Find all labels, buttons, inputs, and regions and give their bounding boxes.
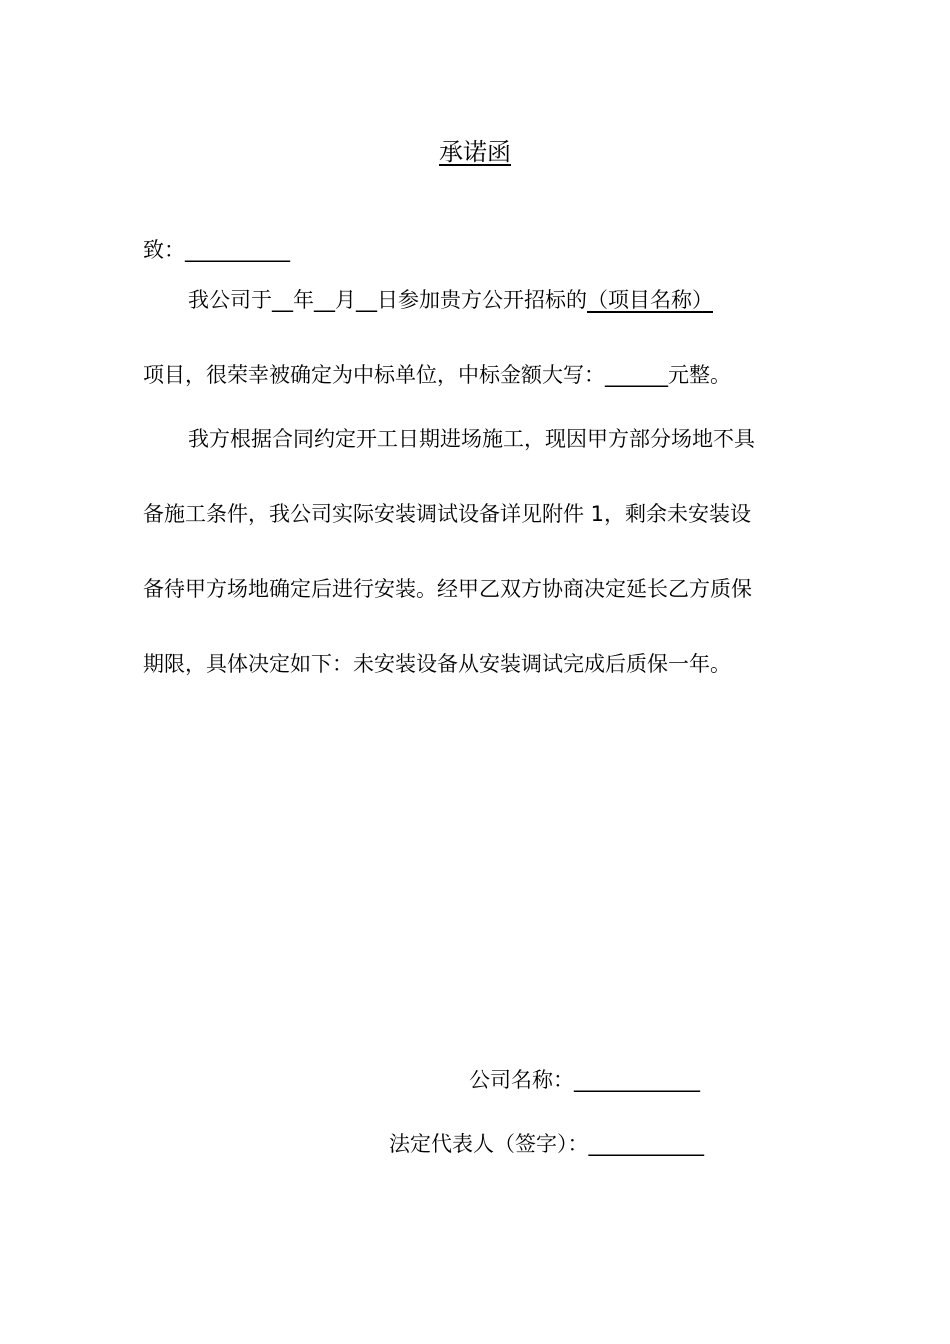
- paragraph2-line1: 我方根据合同约定开工日期进场施工，现因甲方部分场地不具: [188, 427, 755, 451]
- paragraph2-line4: 期限，具体决定如下：未安装设备从安装调试完成后质保一年。: [143, 652, 731, 676]
- paragraph2-line3: 备待甲方场地确定后进行安装。经甲乙双方协商决定延长乙方质保: [143, 577, 752, 601]
- title-text: 承诺函: [439, 138, 511, 166]
- paragraph2-line2: 备施工条件，我公司实际安装调试设备详见附件 1，剩余未安装设: [143, 502, 752, 526]
- legal-representative-line: 法定代表人（签字）：___________: [389, 1132, 704, 1156]
- salutation: 致：__________: [143, 238, 290, 262]
- paragraph1-line2: 项目，很荣幸被确定为中标单位，中标金额大写：______元整。: [143, 363, 731, 387]
- project-name-field: （项目名称）: [587, 288, 713, 312]
- paragraph1-line1: [188, 286, 713, 314]
- paragraph1-line1-text: 我公司于__年__月__日参加贵方公开招标的: [188, 288, 587, 312]
- company-name-line: 公司名称：____________: [469, 1068, 700, 1092]
- document-title: [0, 136, 950, 168]
